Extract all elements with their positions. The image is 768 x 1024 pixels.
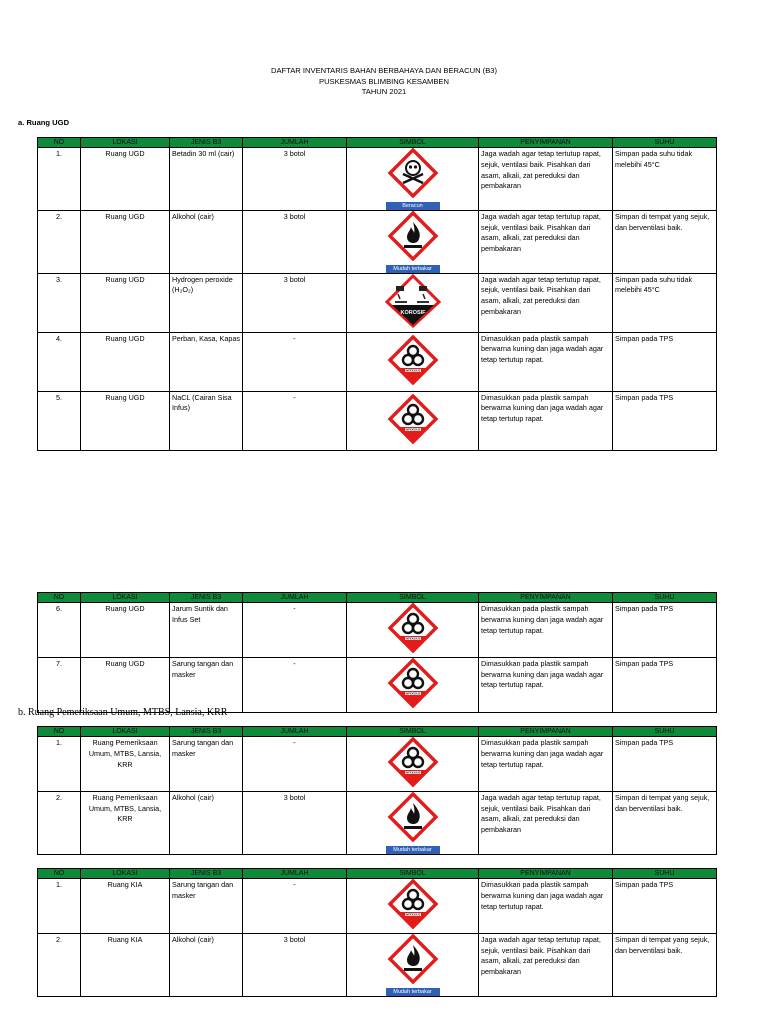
- skull-icon: [387, 148, 439, 202]
- hazard-caption: Mudah terbakar: [386, 846, 440, 854]
- column-header: JENIS B3: [170, 138, 243, 148]
- row-number: 3.: [38, 273, 81, 332]
- column-header: JENIS B3: [170, 727, 243, 737]
- svg-text:INFEKSIUS: INFEKSIUS: [405, 368, 420, 373]
- storage-cell: Dimasukkan pada plastik sampah berwarna kuning dan jaga wadah agar tetap tertutup rapat.: [479, 657, 613, 712]
- column-header: JENIS B3: [170, 869, 243, 879]
- inventory-table-kia: [37, 868, 717, 997]
- column-header: LOKASI: [81, 593, 170, 603]
- quantity-cell: 3 botol: [243, 148, 347, 211]
- material-cell: Sarung tangan dan masker: [170, 879, 243, 934]
- column-header: JUMLAH: [243, 138, 347, 148]
- column-header: SIMBOL: [347, 138, 479, 148]
- biohazard-icon: [387, 879, 439, 933]
- column-header: SIMBOL: [347, 727, 479, 737]
- hazard-caption: Mudah terbakar: [386, 988, 440, 996]
- table-row: [38, 148, 717, 211]
- quantity-cell: -: [243, 737, 347, 792]
- location-cell: Ruang UGD: [81, 273, 170, 332]
- row-number: 1.: [38, 879, 81, 934]
- column-header: JUMLAH: [243, 727, 347, 737]
- column-header: PENYIMPANAN: [479, 869, 613, 879]
- column-header: SUHU: [613, 593, 717, 603]
- table-row: [38, 332, 717, 391]
- temperature-cell: Simpan di tempat yang sejuk, dan berventilasi baik.: [613, 210, 717, 273]
- temperature-cell: Simpan pada suhu tidak melebihi 45°C: [613, 148, 717, 211]
- row-number: 1.: [38, 148, 81, 211]
- location-cell: Ruang UGD: [81, 210, 170, 273]
- temperature-cell: Simpan pada TPS: [613, 391, 717, 450]
- table-header-row: [38, 727, 717, 737]
- temperature-cell: Simpan pada TPS: [613, 879, 717, 934]
- location-cell: Ruang KIA: [81, 933, 170, 996]
- quantity-cell: 3 botol: [243, 791, 347, 854]
- table-row: [38, 391, 717, 450]
- inventory-table-ugd: [37, 137, 717, 451]
- storage-cell: Dimasukkan pada plastik sampah berwarna kuning dan jaga wadah agar tetap tertutup rapat.: [479, 603, 613, 658]
- material-cell: Alkohol (cair): [170, 791, 243, 854]
- symbol-cell: [347, 791, 479, 854]
- row-number: 7.: [38, 657, 81, 712]
- symbol-cell: [347, 737, 479, 792]
- inventory-table-pemeriksaan: [37, 726, 717, 855]
- table-row: [38, 879, 717, 934]
- column-header: SIMBOL: [347, 593, 479, 603]
- storage-cell: Dimasukkan pada plastik sampah berwarna kuning dan jaga wadah agar tetap tertutup rapat.: [479, 391, 613, 450]
- material-cell: Hydrogen peroxide (H₂O₂): [170, 273, 243, 332]
- column-header: SUHU: [613, 138, 717, 148]
- material-cell: Jarum Suntik dan Infus Set: [170, 603, 243, 658]
- row-number: 2.: [38, 210, 81, 273]
- svg-text:KOROSIF: KOROSIF: [399, 309, 426, 316]
- location-cell: Ruang Pemeriksaan Umum, MTBS, Lansia, KRR: [81, 791, 170, 854]
- column-header: NO: [38, 138, 81, 148]
- section-b-title: b. Ruang Pemeriksaan Umum, MTBS, Lansia, KRR: [18, 707, 228, 718]
- svg-text:INFEKSIUS: INFEKSIUS: [405, 770, 420, 775]
- table-header-row: [38, 869, 717, 879]
- svg-text:INFEKSIUS: INFEKSIUS: [405, 636, 420, 641]
- column-header: NO: [38, 869, 81, 879]
- quantity-cell: -: [243, 603, 347, 658]
- hazard-caption: Beracun: [386, 202, 440, 210]
- column-header: SUHU: [613, 727, 717, 737]
- row-number: 2.: [38, 791, 81, 854]
- column-header: PENYIMPANAN: [479, 727, 613, 737]
- header-title: DAFTAR INVENTARIS BAHAN BERBAHAYA DAN BERACUN (B3): [270, 66, 498, 75]
- biohazard-icon: [387, 603, 439, 657]
- section-a-title: a. Ruang UGD: [18, 118, 70, 127]
- table-header-row: [38, 138, 717, 148]
- location-cell: Ruang UGD: [81, 148, 170, 211]
- location-cell: Ruang UGD: [81, 332, 170, 391]
- location-cell: Ruang UGD: [81, 657, 170, 712]
- column-header: LOKASI: [81, 727, 170, 737]
- material-cell: Sarung tangan dan masker: [170, 737, 243, 792]
- storage-cell: Dimasukkan pada plastik sampah berwarna kuning dan jaga wadah agar tetap tertutup rapat.: [479, 879, 613, 934]
- table-row: [38, 273, 717, 332]
- symbol-cell: [347, 148, 479, 211]
- temperature-cell: Simpan pada TPS: [613, 332, 717, 391]
- row-number: 2.: [38, 933, 81, 996]
- biohazard-icon: [387, 394, 439, 448]
- column-header: PENYIMPANAN: [479, 593, 613, 603]
- quantity-cell: 3 botol: [243, 273, 347, 332]
- svg-text:INFEKSIUS: INFEKSIUS: [405, 427, 420, 432]
- symbol-cell: [347, 332, 479, 391]
- table-row: [38, 737, 717, 792]
- temperature-cell: Simpan di tempat yang sejuk, dan berventilasi baik.: [613, 933, 717, 996]
- row-number: 6.: [38, 603, 81, 658]
- symbol-cell: [347, 933, 479, 996]
- table-row: [38, 933, 717, 996]
- location-cell: Ruang UGD: [81, 391, 170, 450]
- symbol-cell: [347, 603, 479, 658]
- quantity-cell: -: [243, 657, 347, 712]
- biohazard-icon: [387, 335, 439, 389]
- material-cell: Alkohol (cair): [170, 933, 243, 996]
- storage-cell: Jaga wadah agar tetap tertutup rapat, sejuk, ventilasi baik. Pisahkan dari asam, alkali, zat pereduksi dan pembakaran: [479, 273, 613, 332]
- temperature-cell: Simpan pada TPS: [613, 657, 717, 712]
- table-header-row: [38, 593, 717, 603]
- storage-cell: Jaga wadah agar tetap tertutup rapat, sejuk, ventilasi baik. Pisahkan dari asam, alkali, zat pereduksi dan pembakaran: [479, 210, 613, 273]
- corrosive-icon: [383, 274, 443, 332]
- symbol-cell: [347, 879, 479, 934]
- row-number: 5.: [38, 391, 81, 450]
- material-cell: Perban, Kasa, Kapas: [170, 332, 243, 391]
- temperature-cell: Simpan pada suhu tidak melebihi 45°C: [613, 273, 717, 332]
- material-cell: NaCL (Cairan Sisa Infus): [170, 391, 243, 450]
- row-number: 4.: [38, 332, 81, 391]
- table-row: [38, 791, 717, 854]
- table-row: [38, 210, 717, 273]
- temperature-cell: Simpan pada TPS: [613, 603, 717, 658]
- column-header: SUHU: [613, 869, 717, 879]
- column-header: JUMLAH: [243, 869, 347, 879]
- column-header: JENIS B3: [170, 593, 243, 603]
- storage-cell: Dimasukkan pada plastik sampah berwarna kuning dan jaga wadah agar tetap tertutup rapat.: [479, 332, 613, 391]
- material-cell: Betadin 30 ml (cair): [170, 148, 243, 211]
- document-header: [0, 66, 768, 98]
- svg-text:INFEKSIUS: INFEKSIUS: [405, 912, 420, 917]
- column-header: LOKASI: [81, 869, 170, 879]
- flame-icon: [387, 211, 439, 265]
- table-row: [38, 657, 717, 712]
- column-header: NO: [38, 593, 81, 603]
- location-cell: Ruang Pemeriksaan Umum, MTBS, Lansia, KRR: [81, 737, 170, 792]
- quantity-cell: -: [243, 332, 347, 391]
- quantity-cell: -: [243, 879, 347, 934]
- storage-cell: Jaga wadah agar tetap tertutup rapat, sejuk, ventilasi baik. Pisahkan dari asam, alkali, zat pereduksi dan pembakaran: [479, 791, 613, 854]
- material-cell: Alkohol (cair): [170, 210, 243, 273]
- biohazard-icon: [387, 658, 439, 712]
- material-cell: Sarung tangan dan masker: [170, 657, 243, 712]
- flame-icon: [387, 792, 439, 846]
- header-year: TAHUN 2021: [361, 87, 407, 96]
- column-header: SIMBOL: [347, 869, 479, 879]
- storage-cell: Jaga wadah agar tetap tertutup rapat, sejuk, ventilasi baik. Pisahkan dari asam, alkali, zat pereduksi dan pembakaran: [479, 933, 613, 996]
- symbol-cell: [347, 391, 479, 450]
- table-row: [38, 603, 717, 658]
- header-institution: PUSKESMAS BLIMBING KESAMBEN: [319, 76, 449, 86]
- quantity-cell: 3 botol: [243, 210, 347, 273]
- symbol-cell: [347, 273, 479, 332]
- quantity-cell: 3 botol: [243, 933, 347, 996]
- location-cell: Ruang KIA: [81, 879, 170, 934]
- temperature-cell: Simpan pada TPS: [613, 737, 717, 792]
- biohazard-icon: [387, 737, 439, 791]
- storage-cell: Dimasukkan pada plastik sampah berwarna kuning dan jaga wadah agar tetap tertutup rapat.: [479, 737, 613, 792]
- column-header: PENYIMPANAN: [479, 138, 613, 148]
- column-header: LOKASI: [81, 138, 170, 148]
- temperature-cell: Simpan di tempat yang sejuk, dan berventilasi baik.: [613, 791, 717, 854]
- symbol-cell: [347, 210, 479, 273]
- column-header: NO: [38, 727, 81, 737]
- quantity-cell: -: [243, 391, 347, 450]
- svg-text:INFEKSIUS: INFEKSIUS: [405, 691, 420, 696]
- row-number: 1.: [38, 737, 81, 792]
- storage-cell: Jaga wadah agar tetap tertutup rapat, sejuk, ventilasi baik. Pisahkan dari asam, alkali, zat pereduksi dan pembakaran: [479, 148, 613, 211]
- symbol-cell: [347, 657, 479, 712]
- location-cell: Ruang UGD: [81, 603, 170, 658]
- column-header: JUMLAH: [243, 593, 347, 603]
- flame-icon: [387, 934, 439, 988]
- hazard-caption: Mudah terbakar: [386, 265, 440, 273]
- inventory-table-ugd-continued: [37, 592, 717, 713]
